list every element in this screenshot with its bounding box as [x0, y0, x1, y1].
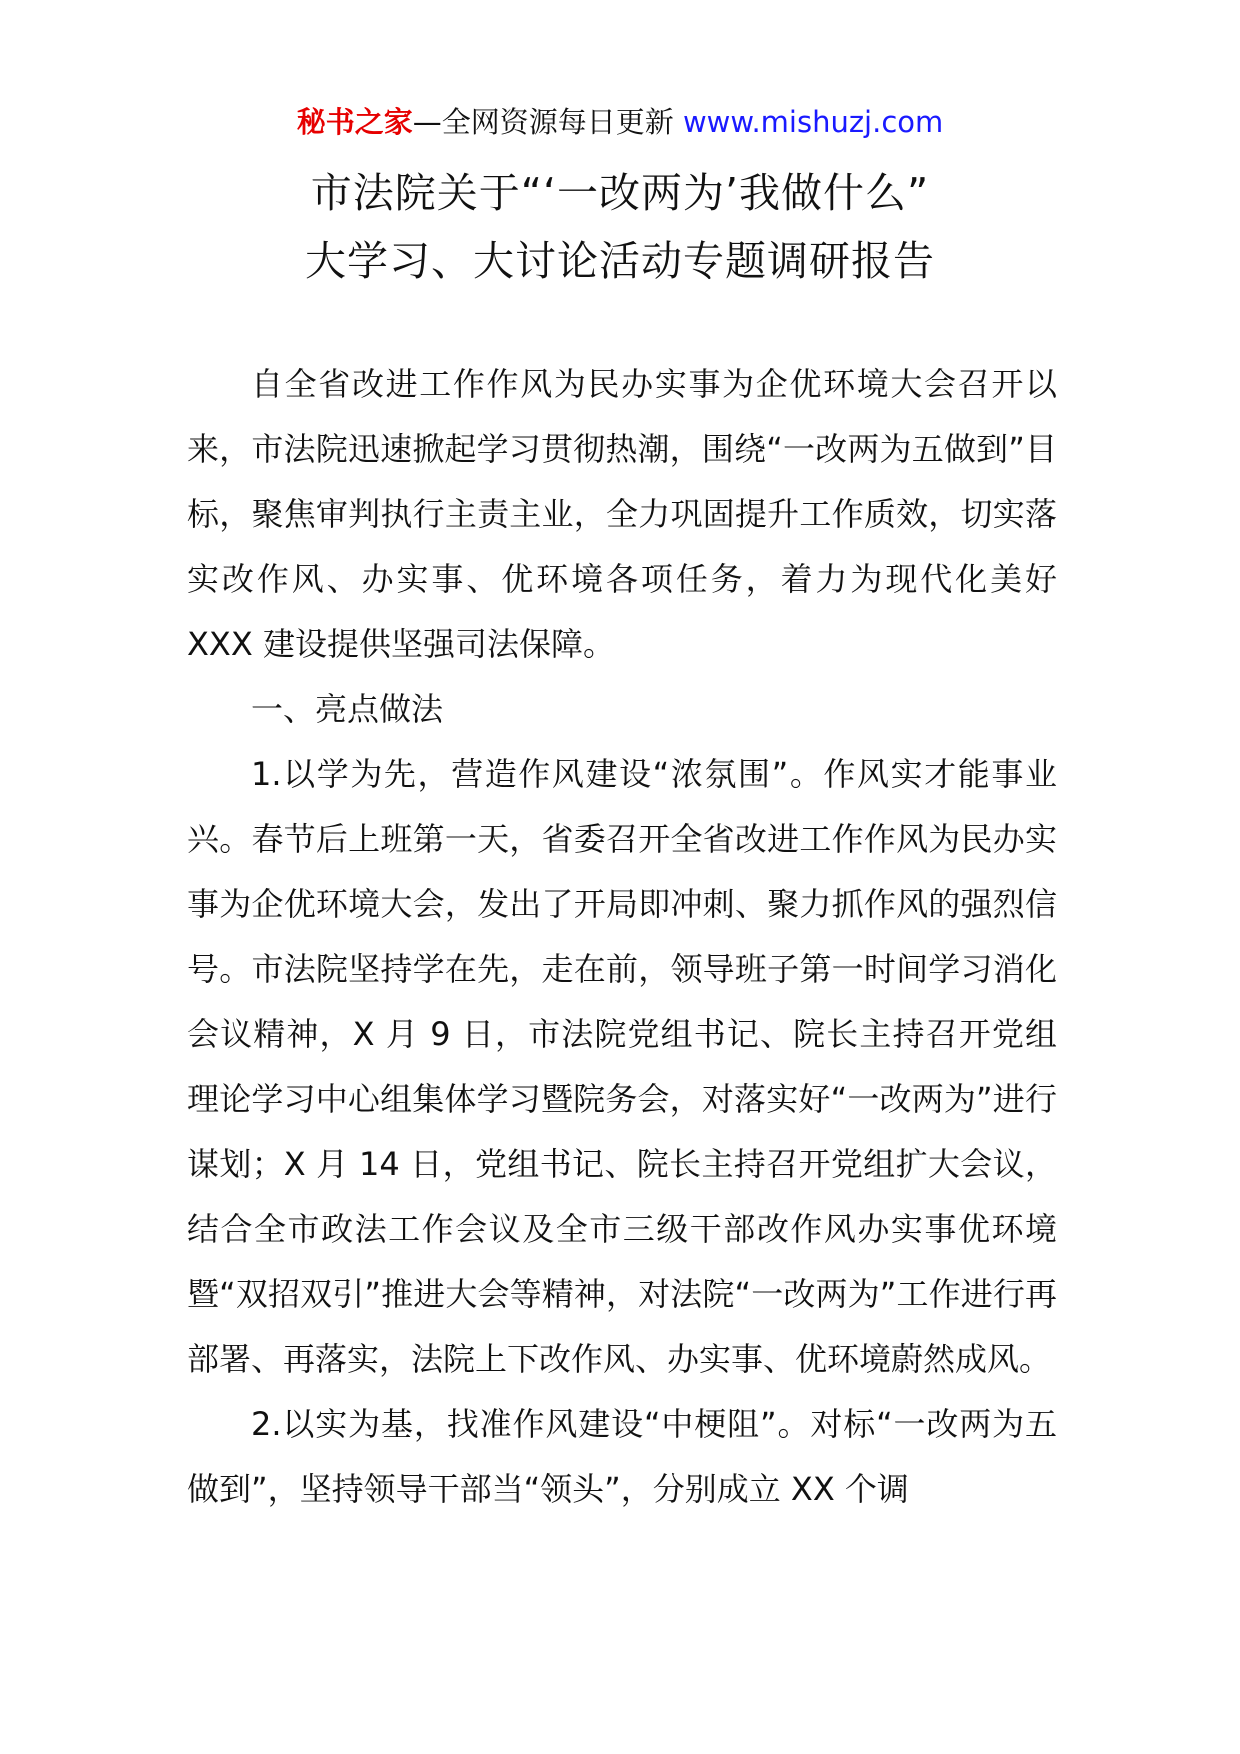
section-heading-highlights: 一、亮点做法	[251, 690, 444, 728]
site-url-link[interactable]: www.mishuzj.com	[682, 105, 944, 139]
site-header	[0, 98, 1240, 146]
site-tagline: —全网资源每日更新	[412, 105, 674, 139]
document-title-line-1: 市法院关于“‘一改两为’我做什么”	[310, 169, 930, 217]
body-paragraph-intro: 自全省改进工作作风为民办实事为企优环境大会召开以来，市法院迅速掀起学习贯彻热潮，围绕“一改两为五做到”目标，聚焦审判执行主责主业，全力巩固提升工作质效，切实落实改作风、办实事、优环境各项任务，着力为现代化美好 XXX 建设提供坚强司法保障。	[187, 365, 1057, 663]
site-brand: 秘书之家	[296, 105, 413, 139]
document-body	[187, 352, 1057, 1522]
document-title-line-2: 大学习、大讨论活动专题调研报告	[305, 237, 935, 285]
body-paragraph-item-1: 1.以学为先，营造作风建设“浓氛围”。作风实才能事业兴。春节后上班第一天，省委召开全省改进工作作风为民办实事为企优环境大会，发出了开局即冲刺、聚力抓作风的强烈信号。市法院坚持学在先，走在前，领导班子第一时间学习消化会议精神，X 月 9 日，市法院党组书记、院长主持召开党组理论学习中心组集体学习暨院务会，对落实好“一改两为”进行谋划；X 月 14 日，党组书记、院长主持召开党组扩大会议，结合全市政法工作会议及全市三级干部改作风办实事优环境暨“双招双引”推进大会等精神，对法院“一改两为”工作进行再部署、再落实，法院上下改作风、办实事、优环境蔚然成风。	[187, 755, 1057, 1378]
body-paragraph-item-2: 2.以实为基，找准作风建设“中梗阻”。对标“一改两为五做到”，坚持领导干部当“领头”，分别成立 XX 个调	[187, 1405, 1057, 1508]
